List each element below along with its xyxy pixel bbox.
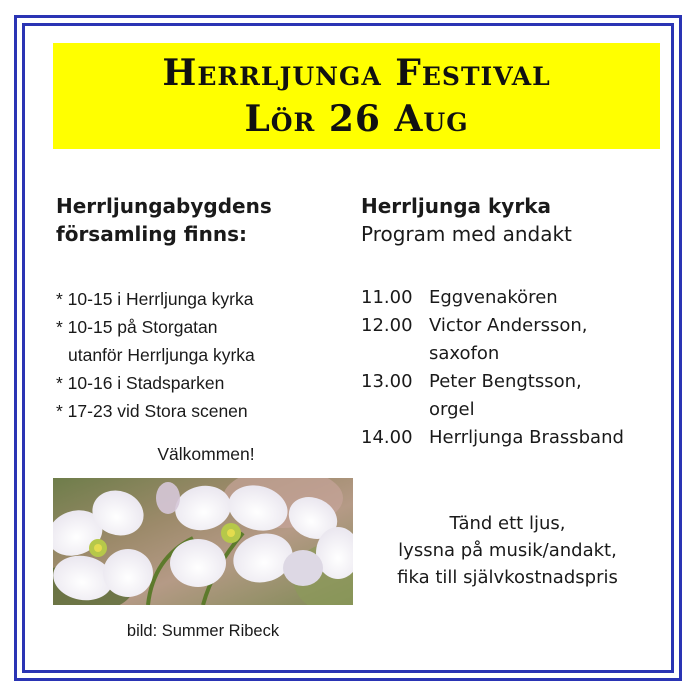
title-banner bbox=[53, 43, 660, 149]
closing-line: fika till självkostnadspris bbox=[397, 567, 618, 588]
closing-line: lyssna på musik/andakt, bbox=[398, 540, 617, 561]
schedule-time: 11.00 bbox=[361, 287, 413, 308]
schedule-time: 13.00 bbox=[361, 371, 413, 392]
closing-text bbox=[370, 510, 645, 591]
left-heading-line1: Herrljungabygdens bbox=[56, 194, 272, 218]
list-item: * 17-23 vid Stora scenen bbox=[56, 401, 248, 421]
schedule-time: 14.00 bbox=[361, 427, 413, 448]
performer-line2: orgel bbox=[429, 399, 475, 420]
schedule-performer bbox=[429, 312, 588, 368]
church-name: Herrljunga kyrka bbox=[361, 194, 551, 218]
schedule-row bbox=[361, 284, 624, 312]
schedule-performer bbox=[429, 368, 582, 424]
schedule-time: 12.00 bbox=[361, 315, 413, 336]
list-item: * 10-15 på Storgatan bbox=[56, 317, 218, 337]
schedule-row bbox=[361, 368, 624, 424]
schedule-list bbox=[361, 284, 624, 452]
photo-credit: bild: Summer Ribeck bbox=[126, 622, 280, 640]
schedule-row bbox=[361, 424, 624, 452]
program-subtitle: Program med andakt bbox=[361, 222, 572, 246]
list-item-continuation: utanför Herrljunga kyrka bbox=[68, 345, 255, 365]
flower-illustration bbox=[53, 478, 353, 605]
list-item: * 10-15 i Herrljunga kyrka bbox=[56, 289, 254, 309]
festival-title: Herrljunga Festival bbox=[162, 52, 551, 94]
festival-date: Lör 26 Aug bbox=[244, 98, 469, 140]
right-heading bbox=[361, 192, 572, 248]
closing-line: Tänd ett ljus, bbox=[449, 513, 566, 534]
list-item: * 10-16 i Stadsparken bbox=[56, 373, 225, 393]
schedule-performer: Eggvenakören bbox=[429, 287, 558, 308]
welcome-text: Välkommen! bbox=[157, 444, 255, 464]
locations-list bbox=[56, 285, 255, 425]
performer-line1: Victor Andersson, bbox=[429, 315, 588, 336]
schedule-performer: Herrljunga Brassband bbox=[429, 427, 624, 448]
performer-line1: Peter Bengtsson, bbox=[429, 371, 582, 392]
performer-line2: saxofon bbox=[429, 343, 500, 364]
flower-photo bbox=[53, 478, 353, 605]
left-heading bbox=[56, 192, 272, 248]
left-heading-line2: församling finns: bbox=[56, 222, 247, 246]
schedule-row bbox=[361, 312, 624, 368]
